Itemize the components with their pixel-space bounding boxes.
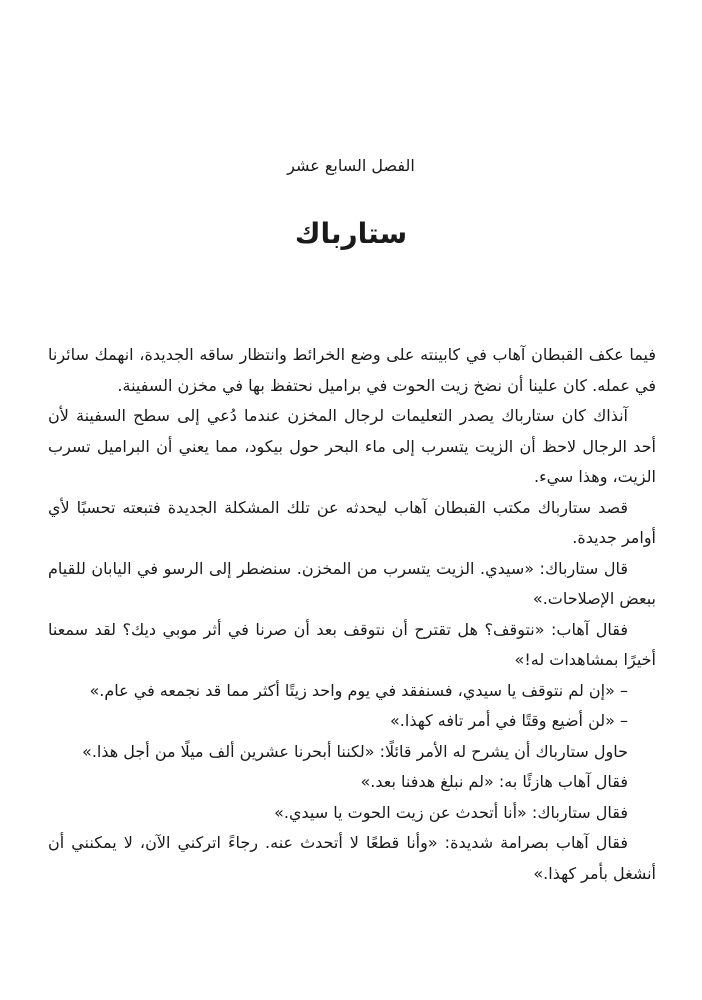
dialogue-line: فقال ستارباك: «أنا أتحدث عن زيت الحوت يا سيدي.» — [274, 802, 628, 822]
paragraph: فقال آهاب بصرامة شديدة: «وأنا قطعًا لا أتحدث عنه. رجاءً اتركني الآن، لا يمكنني أن أنشغل بأمر كهذا.» — [48, 833, 656, 883]
paragraph: آنذاك كان ستارباك يصدر التعليمات لرجال المخزن عندما دُعي إلى سطح السفينة لأن أحد الرجال لاحظ أن الزيت يتسرب إلى ماء البحر حول بيكود، مما يعني أن البراميل تسرب الزيت، وهذا سيء. — [48, 406, 656, 486]
dialogue-line: – «إن لم نتوقف يا سيدي، فسنفقد في يوم واحد زيتًا أكثر مما قد نجمعه في عام.» — [89, 680, 628, 700]
chapter-body — [48, 340, 656, 889]
dialogue-line: – «لن أضيع وقتًا في أمر تافه كهذا.» — [390, 711, 628, 730]
paragraph: قصد ستارباك مكتب القبطان آهاب ليحدثه عن تلك المشكلة الجديدة فتبعته تحسبًا لأي أوامر جديدة. — [48, 497, 656, 547]
paragraph: قال ستارباك: «سيدي. الزيت يتسرب من المخزن. سنضطر إلى الرسو في اليابان للقيام ببعض الإصلاحات.» — [48, 558, 656, 608]
paragraph: فيما عكف القبطان آهاب في كابينته على وضع الخرائط وانتظار ساقه الجديدة، انهمك سائرنا في عمله. كان علينا أن نضخ زيت الحوت في براميل نحتفظ بها في مخزن السفينة. — [48, 345, 656, 395]
paragraph: فقال آهاب: «نتوقف؟ هل تقترح أن نتوقف بعد أن صرنا في أثر موبي ديك؟ لقد سمعنا أخيرًا بمشاهدات له!» — [48, 619, 656, 669]
chapter-label: الفصل السابع عشر — [287, 156, 415, 175]
dialogue-line: فقال آهاب هازئًا به: «لم نبلغ هدفنا بعد.» — [360, 772, 628, 791]
chapter-title: ستارباك — [294, 217, 408, 250]
paragraph: حاول ستارباك أن يشرح له الأمر قائلًا: «لكننا أبحرنا عشرين ألف ميلًا من أجل هذا.» — [82, 741, 628, 761]
